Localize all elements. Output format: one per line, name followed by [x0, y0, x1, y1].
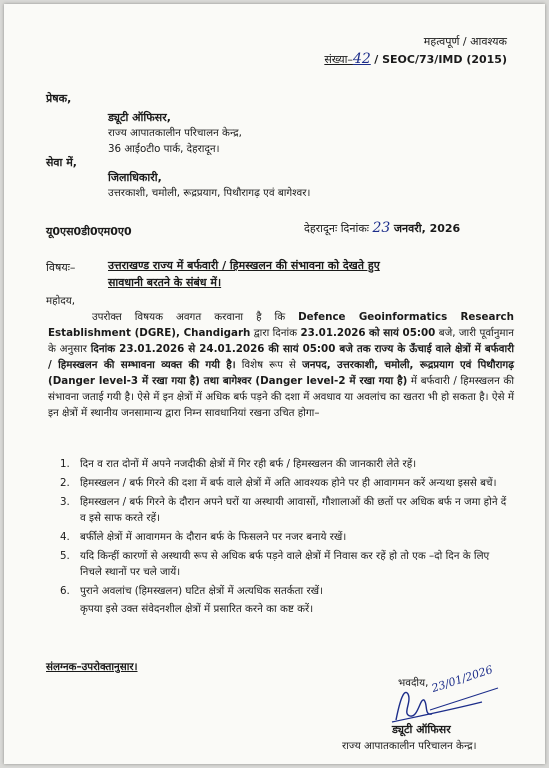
yours-faithfully: भवदीय,	[398, 677, 429, 689]
subject-line2: सावधानी बरतने के संबंध में।	[108, 276, 222, 289]
body-text-2: द्वारा दिनांक	[253, 327, 298, 339]
office-code: यू0एस0डी0एम0ए0	[46, 225, 132, 238]
list-item: 3. हिमस्खलन / बर्फ गिरने के दौरान अपने घरों या अस्थायी आवासों, गौशालाओं की छतों पर अधिक बर्फ न जमा होने दें व इसे साफ करते रहें।	[60, 496, 507, 524]
date-place-label: देहरादूनः दिनांकः	[304, 222, 370, 235]
letter-page	[4, 4, 545, 764]
priority-label: महत्वपूर्ण / आवश्यक	[423, 35, 507, 48]
body-text-1: उपरोक्त विषयक अवगत करवाना है कि	[92, 311, 286, 323]
recipient-line1: जिलाधिकारी,	[108, 171, 162, 184]
recipient-line2: उत्तरकाशी, चमोली, रूद्रप्रयाग, पिथौरागढ़ एवं बागेश्वर।	[108, 187, 311, 199]
ref-number-handwritten: 42	[352, 51, 371, 67]
body-text-6: में बर्फवारी / हिमस्खलन की संभावना जताई गयी है। ऐसे में इन क्षेत्रों में अधिक बर्फ पड़ने की दशा में अवधाव या अवलांच का खतरा भी हो सकता है। ऐसे में इन क्षेत्रों में स्थानीय जनसामान्य द्वारा निम्न सावधानियां रखना उचित होगा–	[48, 375, 514, 419]
sender-label: प्रेषक,	[46, 92, 72, 105]
body-forecast-bold: दिनांक 23.01.2026 से 24.01.2026 की सायं 05:00 बजे तक राज्य के ऊँचाई वाले क्षेत्रों में बर्फवारी / हिमस्खलन की सम्भावना व्यक्त की गयी है।	[48, 343, 515, 371]
closing-request: कृपया इसे उक्त संवेदनशील क्षेत्रों में प्रसारित करने का कष्ट करें।	[80, 603, 314, 615]
sender-line1: ड्यूटी ऑफिसर,	[108, 111, 171, 124]
precautions-list	[60, 456, 514, 620]
subject-label: विषयः–	[46, 261, 76, 274]
body-text-3: को सायं 05:00	[368, 327, 436, 339]
date-month-year: जनवरी, 2026	[393, 222, 461, 235]
signatory-office: राज्य आपातकालीन परिचालन केन्द्र।	[342, 740, 477, 752]
body-paragraph	[48, 309, 514, 421]
recipient-label: सेवा में,	[46, 156, 77, 169]
body-text-5: विशेष रूप से	[241, 359, 296, 371]
signatory-title: ड्यूटी ऑफिसर	[392, 723, 451, 736]
ref-label: संख्या–	[324, 53, 353, 66]
signature-date-handwritten: 23/01/2026	[429, 663, 495, 695]
enclosure-note: संलग्नक–उपरोक्तानुसार।	[46, 661, 138, 673]
list-item: 1. दिन व रात दोनों में अपने नजदीकी क्षेत्रों में गिर रही बर्फ / हिमस्खलन की जानकारी लेते रहें।	[60, 458, 417, 470]
date-day-handwritten: 23	[372, 220, 391, 236]
sender-line2: राज्य आपातकालीन परिचालन केन्द्र,	[108, 127, 242, 139]
list-item: 2. हिमस्खलन / बर्फ गिरने की दशा में बर्फ वाले क्षेत्रों में अति आवश्यक होने पर ही आवागमन करें अन्यथा इससे बचें।	[60, 477, 497, 489]
salutation: महोदय,	[46, 295, 76, 307]
subject-line1: उत्तराखण्ड राज्य में बर्फवारी / हिमस्खलन की संभावना को देखते हुए	[108, 259, 380, 272]
reference-number	[324, 51, 507, 67]
body-org-name: Defence Geoinformatics Research Establishment (DGRE), Chandigarh	[48, 311, 514, 339]
list-item: 5. यदि किन्हीं कारणों से अस्थायी रूप से अधिक बर्फ पड़ने वाले क्षेत्रों में निवास कर रहें हो तो एक –दो दिन के लिए निचले स्थानों पर चले जायें।	[60, 550, 490, 578]
body-districts-bold: जनपद, उत्तरकाशी, चमोली, रूद्रप्रयाग एवं पिथौरागढ़ (Danger level-3 में रखा गया है) तथा बागेश्वर (Danger level-2 में रखा गया है)	[48, 359, 515, 387]
ref-suffix: / SEOC/73/IMD (2015)	[374, 53, 507, 66]
list-item: 6. पुराने अवलांच (हिमस्खलन) घटित क्षेत्रों में अत्यधिक सतर्कता रखें।	[60, 585, 323, 597]
sender-line3: 36 आईoटीo पार्क, देहरादून।	[108, 143, 220, 155]
body-text-4: बजे, जारी पूर्वानुमान के अनुसार	[48, 327, 514, 355]
dateline	[304, 220, 460, 236]
list-item: 4. बर्फीले क्षेत्रों में आवागमन के दौरान बर्फ के फिसलने पर नजर बनाये रखें।	[60, 531, 347, 543]
body-date-1: 23.01.2026	[300, 327, 366, 339]
